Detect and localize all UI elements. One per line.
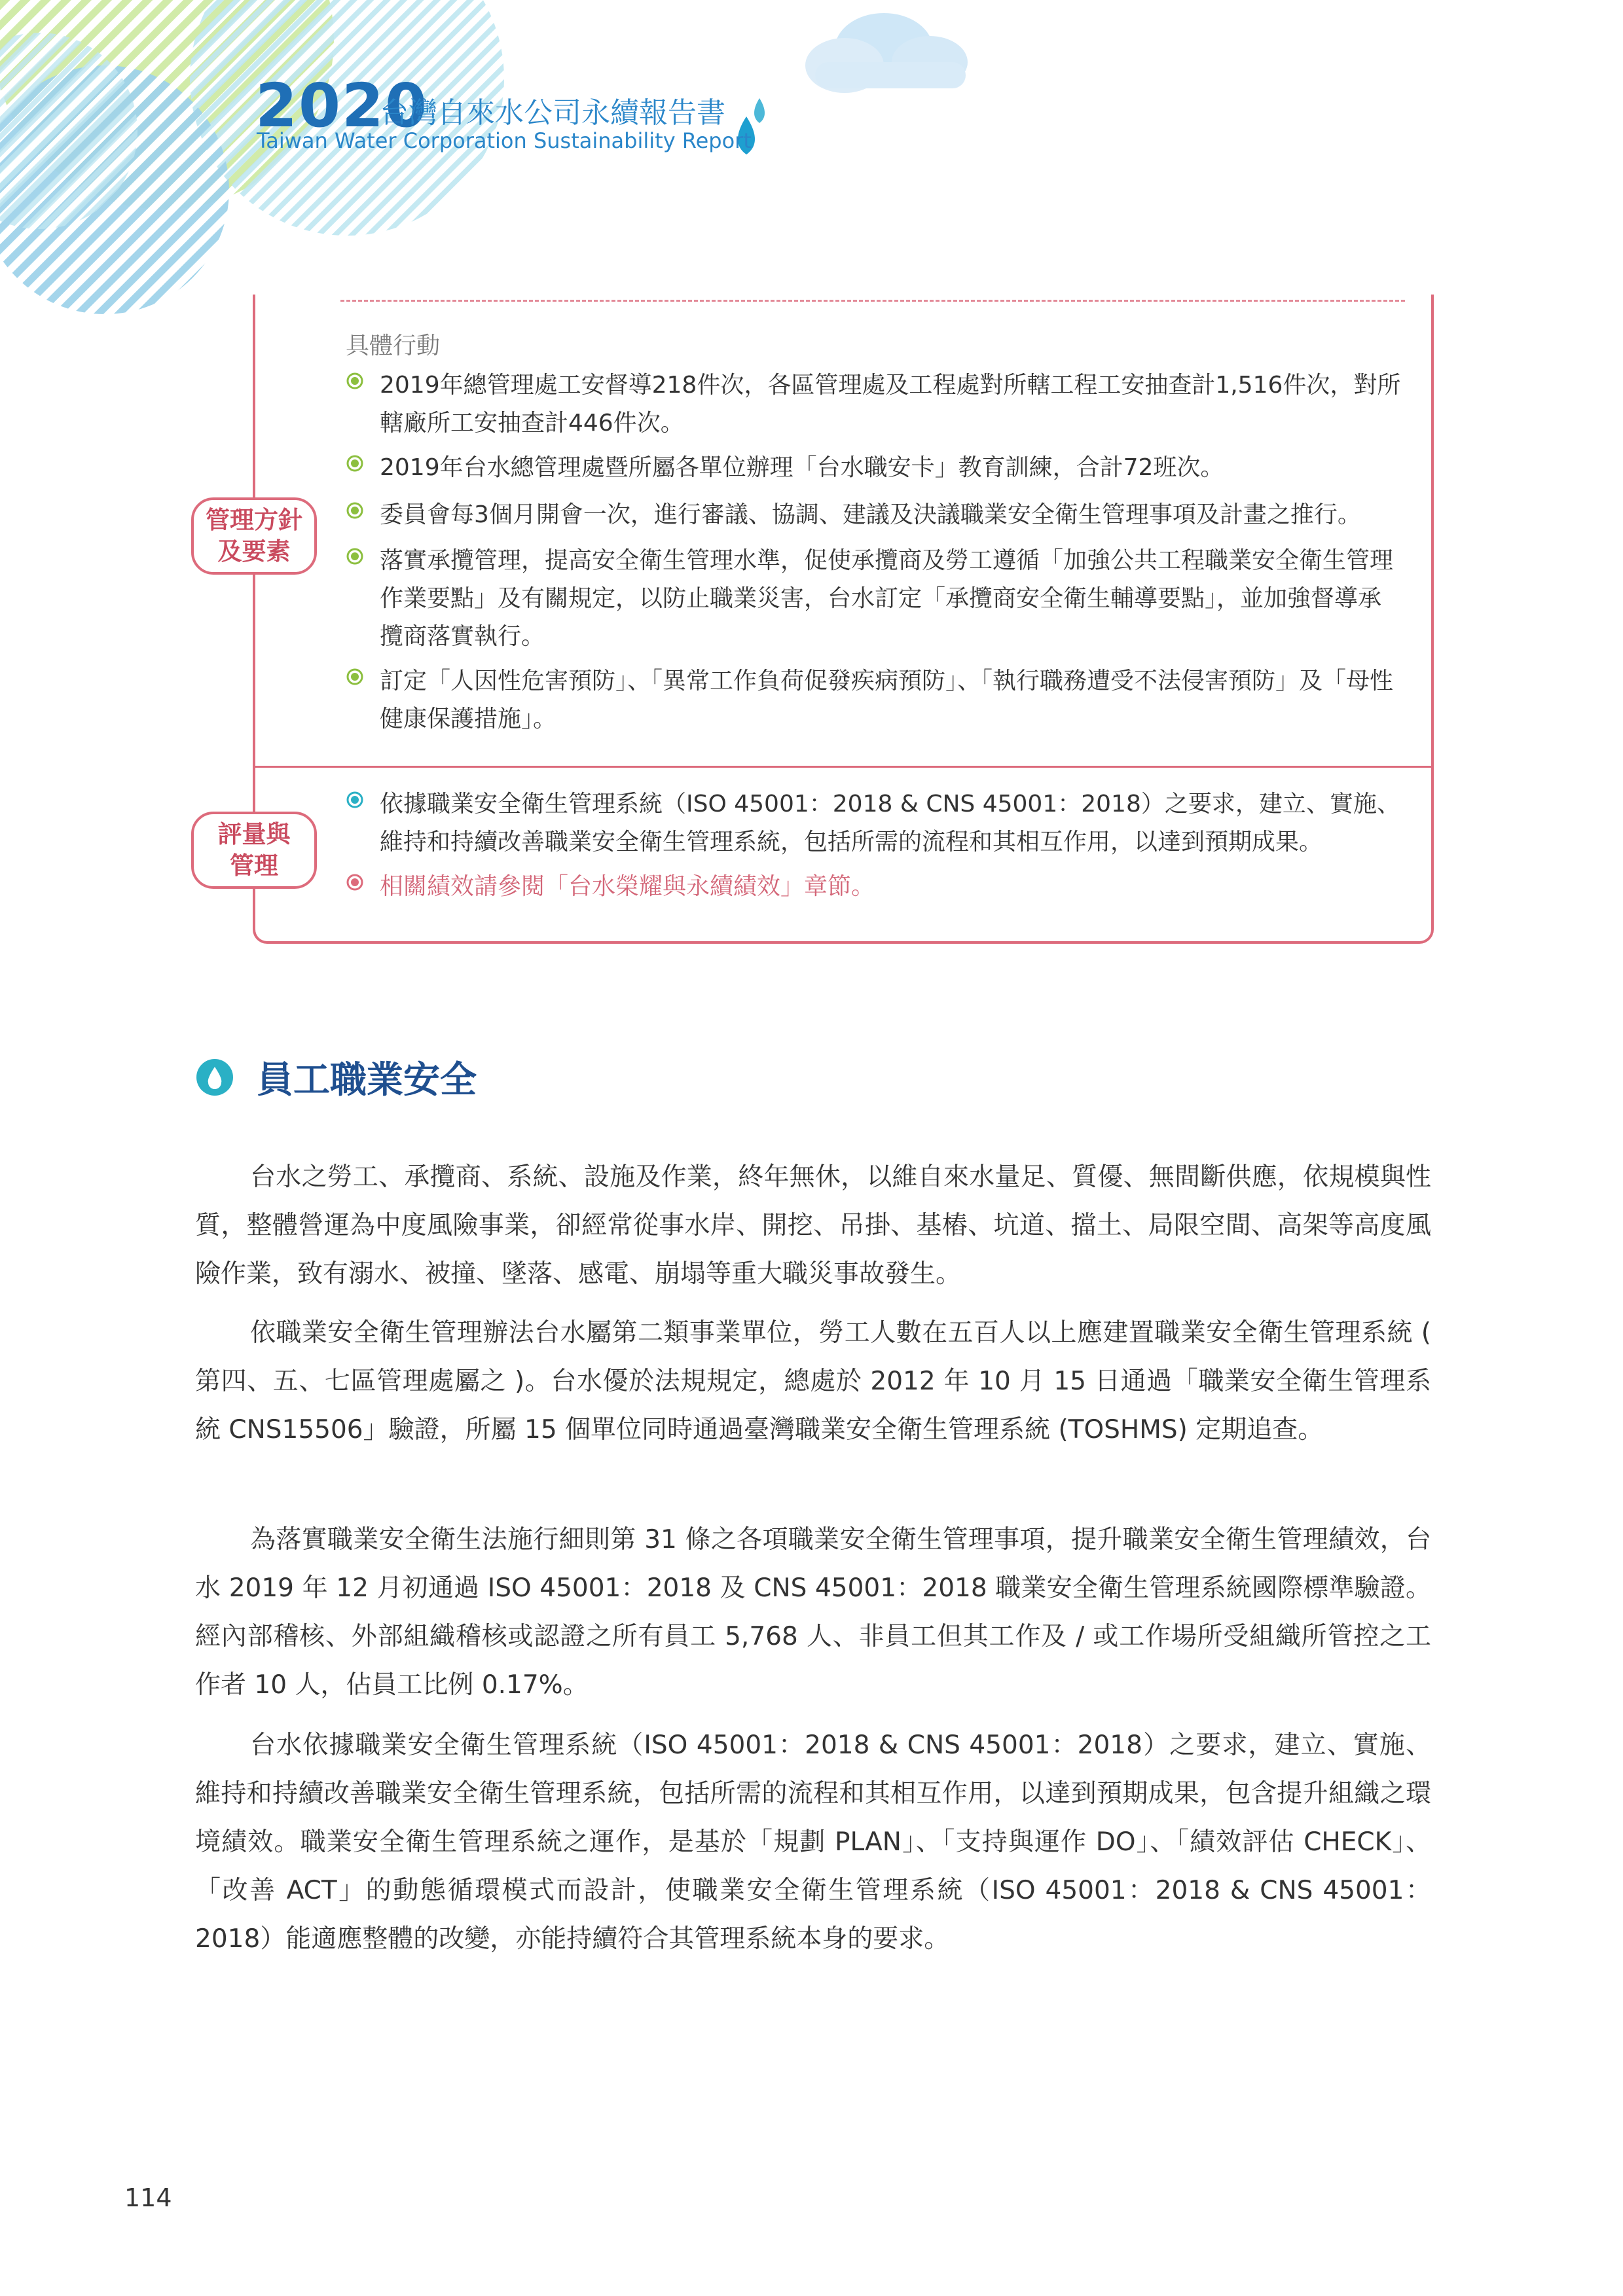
- bullet-green-icon: [346, 547, 364, 565]
- pill-line: 及要素: [217, 537, 291, 565]
- item-text: 依據職業安全衛生管理系統（ISO 45001：2018 & CNS 45001：2018）之要求，建立、實施、維持和持續改善職業安全衛生管理系統，包括所需的流程和其相互作用，以達到預期成果。: [380, 791, 1400, 855]
- box-divider: [255, 766, 1431, 768]
- item-text: 訂定「人因性危害預防」、「異常工作負荷促發疾病預防」、「執行職務遭受不法侵害預防」及「母性健康保護措施」。: [380, 668, 1394, 732]
- bullet-green-icon: [346, 501, 364, 520]
- cloud-icon: [805, 13, 968, 93]
- paragraph: 台水之勞工、承攬商、系統、設施及作業，終年無休，以維自來水量足、質優、無間斷供應，依規模與性質，整體營運為中度風險事業，卻經常從事水岸、開挖、吊掛、基樁、坑道、擋土、局限空間、高架等高度風險作業，致有溺水、被撞、墜落、感電、崩塌等重大職災事故發生。: [195, 1162, 1431, 1289]
- report-year: 2020: [255, 71, 429, 141]
- page-number: 114: [124, 2183, 172, 2212]
- sub-heading: 具體行動: [346, 332, 441, 359]
- item-text: 落實承攬管理，提高安全衛生管理水準，促使承攬商及勞工遵循「加強公共工程職業安全衛生管理作業要點」及有關規定，以防止職業災害，台水訂定「承攬商安全衛生輔導要點」，並加強督導承攬商落實執行。: [380, 547, 1394, 650]
- section-title: 員工職業安全: [257, 1059, 477, 1102]
- bullet-green-icon: [346, 372, 364, 390]
- dashed-divider: [340, 300, 1405, 302]
- item-text: 委員會每3個月開會一次，進行審議、協調、建議及決議職業安全衛生管理事項及計畫之推行。: [380, 501, 1361, 528]
- pill-line: 管理方針: [206, 505, 302, 534]
- box-edge: [253, 295, 255, 308]
- label-policy-pill: [191, 497, 317, 575]
- bullet-teal-icon: [346, 791, 364, 809]
- paragraph: 台水依據職業安全衛生管理系統（ISO 45001：2018 & CNS 45001：2018）之要求，建立、實施、維持和持續改善職業安全衛生管理系統，包括所需的流程和其相互作用，以達到預期成果，包含提升組織之環境績效。職業安全衛生管理系統之運作，是基於「規劃 PLAN」、「支持與運作 DO」、「績效評估 CHECK」、「改善 ACT」的動態循環模式而設計，使職業安全衛生管理系統（ISO 45001：2018 & CNS 45001：2018）能適應整體的改變，亦能持續符合其管理系統本身的要求。: [195, 1731, 1431, 1954]
- box-edge: [1431, 295, 1434, 308]
- item-text: 2019年總管理處工安督導218件次，各區管理處及工程處對所轄工程工安抽查計1,516件次，對所轄廠所工安抽查計446件次。: [380, 372, 1401, 437]
- label-eval-pill: [191, 812, 317, 889]
- bullet-pink-icon: [346, 873, 364, 891]
- header-decoration: [0, 0, 1623, 314]
- paragraph: 依職業安全衛生管理辦法台水屬第二類事業單位，勞工人數在五百人以上應建置職業安全衛生管理系統 ( 第四、五、七區管理處屬之 )。台水優於法規規定，總處於 2012 年 10 月 15 日通過「職業安全衛生管理系統 CNS15506」驗證，所屬 15 個單位同時通過臺灣職業安全衛生管理系統 (TOSHMS) 定期追查。: [195, 1318, 1431, 1444]
- bullet-green-icon: [346, 454, 364, 473]
- pill-line: 評量與: [217, 819, 291, 848]
- report-title-zh: 台灣自來水公司永續報告書: [380, 96, 725, 130]
- report-title-en: Taiwan Water Corporation Sustainability Report: [257, 128, 752, 153]
- bullet-green-icon: [346, 668, 364, 686]
- water-drop-icon: [195, 1058, 234, 1097]
- paragraph: 為落實職業安全衛生法施行細則第 31 條之各項職業安全衛生管理事項，提升職業安全衛生管理績效，台水 2019 年 12 月初通過 ISO 45001：2018 及 CNS 45001：2018 職業安全衛生管理系統國際標準驗證。經內部稽核、外部組織稽核或認證之所有員工 5,768 人、非員工但其工作及 / 或工作場所受組織所管控之工作者 10 人，佔員工比例 0.17%。: [195, 1525, 1431, 1700]
- item-text: 2019年台水總管理處暨所屬各單位辦理「台水職安卡」教育訓練，合計72班次。: [380, 454, 1224, 481]
- reference-link-text: 相關績效請參閱「台水榮耀與永續績效」章節。: [380, 873, 875, 900]
- pill-line: 管理: [230, 852, 278, 880]
